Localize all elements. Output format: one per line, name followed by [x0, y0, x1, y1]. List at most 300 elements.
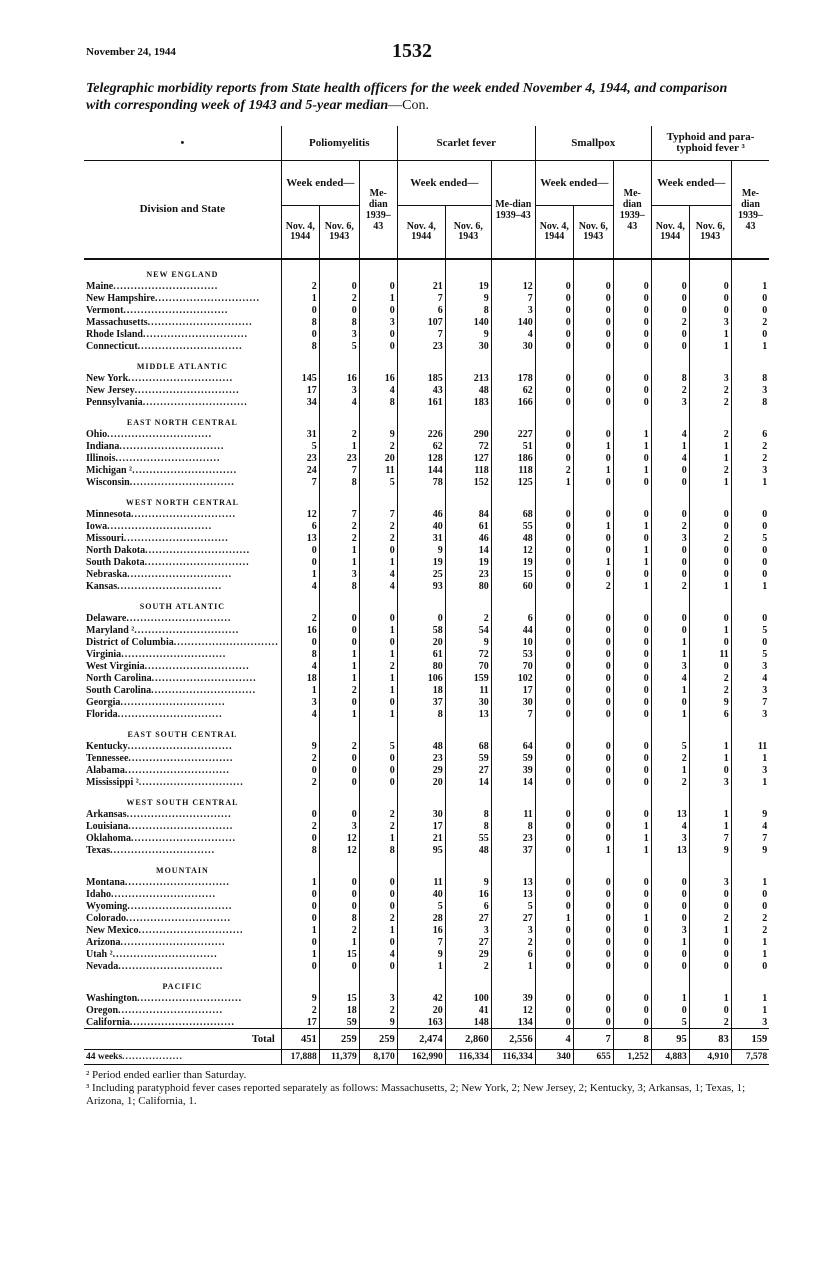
spacer-cell [319, 488, 359, 508]
state-name-cell [84, 464, 281, 476]
state-name-cell [84, 992, 281, 1004]
value-cell: 1 [731, 992, 769, 1004]
state-name-cell [84, 452, 281, 464]
state-name: Colorado [86, 912, 126, 924]
spacer-cell [535, 408, 573, 428]
table-row [84, 340, 769, 352]
value-cell: 1 [689, 580, 731, 592]
table-row [84, 304, 769, 316]
table-row [84, 888, 769, 900]
spacer-cell [613, 408, 651, 428]
value-cell: 0 [689, 888, 731, 900]
value-cell: 1 [535, 912, 573, 924]
value-cell: 0 [573, 396, 613, 408]
value-cell: 12 [281, 508, 319, 520]
value-cell: 1 [731, 752, 769, 764]
table-row [84, 832, 769, 844]
state-name: Montana [86, 876, 125, 888]
value-cell: 0 [535, 428, 573, 440]
value-cell: 0 [651, 696, 689, 708]
value-cell: 2 [535, 464, 573, 476]
value-cell: 0 [651, 624, 689, 636]
spacer-cell [731, 352, 769, 372]
table-row [84, 900, 769, 912]
leader-dots: .............................. [145, 544, 251, 556]
value-cell: 0 [651, 876, 689, 888]
value-cell: 3 [319, 328, 359, 340]
spacer-cell [689, 408, 731, 428]
leader-dots: .............................. [154, 292, 260, 304]
value-cell: 0 [281, 764, 319, 776]
state-name-cell [84, 660, 281, 672]
value-cell: 0 [359, 544, 397, 556]
value-cell: 0 [613, 396, 651, 408]
value-cell: 40 [397, 520, 445, 532]
table-row [84, 764, 769, 776]
spacer-cell [689, 788, 731, 808]
value-cell: 0 [319, 696, 359, 708]
value-cell: 0 [731, 960, 769, 972]
week-ended-header: Week ended— [397, 161, 491, 206]
date-header-1944: Nov. 4, 1944 [281, 206, 319, 260]
value-cell: 4 [359, 384, 397, 396]
leader-dots: .............................. [113, 280, 219, 292]
value-cell: 1 [319, 936, 359, 948]
median-header: Me-dian 1939–43 [491, 161, 535, 260]
spacer-cell [613, 488, 651, 508]
value-cell: 1 [319, 660, 359, 672]
weeks-44-cell: 162,990 [397, 1050, 445, 1065]
value-cell: 30 [445, 340, 491, 352]
region-row [84, 972, 769, 992]
spacer-cell [613, 788, 651, 808]
value-cell: 1 [613, 832, 651, 844]
value-cell: 0 [535, 764, 573, 776]
value-cell: 1 [613, 556, 651, 568]
table-row [84, 532, 769, 544]
spacer-cell [319, 720, 359, 740]
value-cell: 43 [397, 384, 445, 396]
value-cell: 23 [281, 452, 319, 464]
value-cell: 0 [689, 520, 731, 532]
value-cell: 17 [281, 384, 319, 396]
weeks-44-cell: 4,883 [651, 1050, 689, 1065]
value-cell: 0 [281, 960, 319, 972]
value-cell: 9 [689, 696, 731, 708]
value-cell: 61 [445, 520, 491, 532]
table-row [84, 948, 769, 960]
leader-dots: .............................. [126, 808, 232, 820]
state-name: Delaware [86, 612, 127, 624]
spacer-cell [281, 352, 319, 372]
value-cell: 0 [535, 820, 573, 832]
weeks-44-cell: 4,910 [689, 1050, 731, 1065]
value-cell: 2 [359, 820, 397, 832]
value-cell: 9 [445, 636, 491, 648]
value-cell: 20 [397, 636, 445, 648]
value-cell: 0 [535, 832, 573, 844]
weeks-44-row [84, 1050, 769, 1065]
value-cell: 0 [319, 776, 359, 788]
value-cell: 0 [281, 936, 319, 948]
state-name-cell [84, 696, 281, 708]
value-cell: 1 [319, 648, 359, 660]
total-cell: 2,474 [397, 1029, 445, 1050]
state-name-cell [84, 900, 281, 912]
state-name: Washington [86, 992, 138, 1004]
value-cell: 102 [491, 672, 535, 684]
value-cell: 0 [613, 636, 651, 648]
value-cell: 11 [397, 876, 445, 888]
value-cell: 6 [689, 708, 731, 720]
table-row [84, 876, 769, 888]
value-cell: 0 [613, 476, 651, 488]
value-cell: 185 [397, 372, 445, 384]
spacer-cell [491, 259, 535, 280]
value-cell: 0 [359, 888, 397, 900]
value-cell: 11 [731, 740, 769, 752]
value-cell: 3 [731, 684, 769, 696]
value-cell: 3 [651, 832, 689, 844]
table-row [84, 452, 769, 464]
value-cell: 48 [491, 532, 535, 544]
value-cell: 28 [397, 912, 445, 924]
leader-dots: .............................. [127, 740, 233, 752]
value-cell: 0 [535, 1004, 573, 1016]
value-cell: 0 [651, 464, 689, 476]
weeks-44-cell: 116,334 [445, 1050, 491, 1065]
value-cell: 1 [319, 544, 359, 556]
value-cell: 0 [689, 280, 731, 292]
value-cell: 12 [319, 844, 359, 856]
value-cell: 80 [397, 660, 445, 672]
value-cell: 0 [535, 396, 573, 408]
value-cell: 0 [731, 544, 769, 556]
value-cell: 3 [445, 924, 491, 936]
value-cell: 30 [445, 696, 491, 708]
value-cell: 23 [397, 752, 445, 764]
table-row [84, 428, 769, 440]
value-cell: 2 [281, 820, 319, 832]
value-cell: 0 [613, 1004, 651, 1016]
value-cell: 21 [397, 832, 445, 844]
value-cell: 1 [731, 876, 769, 888]
spacer-cell [445, 856, 491, 876]
value-cell: 0 [281, 808, 319, 820]
state-name-cell [84, 740, 281, 752]
value-cell: 8 [319, 316, 359, 328]
value-cell: 70 [491, 660, 535, 672]
value-cell: 2 [689, 672, 731, 684]
leader-dots: .............................. [112, 948, 218, 960]
value-cell: 4 [651, 452, 689, 464]
value-cell: 1 [689, 340, 731, 352]
value-cell: 0 [281, 636, 319, 648]
value-cell: 37 [491, 844, 535, 856]
value-cell: 0 [535, 452, 573, 464]
value-cell: 0 [535, 544, 573, 556]
value-cell: 0 [731, 520, 769, 532]
value-cell: 0 [535, 876, 573, 888]
value-cell: 0 [613, 776, 651, 788]
state-name-cell [84, 304, 281, 316]
state-name-cell [84, 948, 281, 960]
leader-dots: .............................. [142, 328, 248, 340]
value-cell: 0 [281, 556, 319, 568]
value-cell: 0 [613, 624, 651, 636]
value-cell: 2 [689, 396, 731, 408]
value-cell: 72 [445, 440, 491, 452]
value-cell: 4 [491, 328, 535, 340]
value-cell: 0 [535, 708, 573, 720]
value-cell: 25 [397, 568, 445, 580]
value-cell: 2 [651, 384, 689, 396]
spacer-cell [731, 788, 769, 808]
value-cell: 1 [613, 912, 651, 924]
leader-dots: .............................. [107, 428, 213, 440]
value-cell: 0 [573, 532, 613, 544]
total-cell: 2,860 [445, 1029, 491, 1050]
state-name: Utah ² [86, 948, 113, 960]
value-cell: 48 [445, 384, 491, 396]
spacer-cell [397, 488, 445, 508]
region-label: WEST SOUTH CENTRAL [126, 798, 239, 807]
value-cell: 1 [651, 636, 689, 648]
value-cell: 53 [491, 648, 535, 660]
date-header-1944: Nov. 4, 1944 [535, 206, 573, 260]
state-name: Nevada [86, 960, 119, 972]
value-cell: 23 [319, 452, 359, 464]
spacer-cell [445, 352, 491, 372]
value-cell: 0 [689, 936, 731, 948]
value-cell: 3 [359, 316, 397, 328]
value-cell: 106 [397, 672, 445, 684]
value-cell: 0 [281, 832, 319, 844]
bullet-mark: • [84, 126, 281, 161]
table-row [84, 708, 769, 720]
state-name-cell [84, 316, 281, 328]
state-name: Alabama [86, 764, 125, 776]
value-cell: 1 [281, 876, 319, 888]
value-cell: 140 [445, 316, 491, 328]
value-cell: 1 [731, 340, 769, 352]
value-cell: 0 [535, 684, 573, 696]
spacer-cell [491, 856, 535, 876]
value-cell: 5 [651, 740, 689, 752]
value-cell: 12 [491, 1004, 535, 1016]
leader-dots: .............................. [118, 960, 224, 972]
value-cell: 1 [319, 440, 359, 452]
leader-dots: .............................. [131, 508, 236, 520]
total-cell: 159 [731, 1029, 769, 1050]
value-cell: 0 [613, 764, 651, 776]
state-name: Kentucky [86, 740, 128, 752]
leader-dots: .............................. [124, 764, 230, 776]
value-cell: 0 [689, 636, 731, 648]
value-cell: 17 [281, 1016, 319, 1029]
value-cell: 0 [689, 568, 731, 580]
value-cell: 0 [535, 900, 573, 912]
value-cell: 14 [445, 544, 491, 556]
state-name: Kansas [86, 580, 118, 592]
total-cell: 4 [535, 1029, 573, 1050]
value-cell: 0 [359, 900, 397, 912]
table-row [84, 556, 769, 568]
value-cell: 0 [689, 292, 731, 304]
spacer-cell [535, 592, 573, 612]
value-cell: 18 [319, 1004, 359, 1016]
value-cell: 17 [397, 820, 445, 832]
value-cell: 8 [731, 372, 769, 384]
state-name: New Hampshire [86, 292, 155, 304]
value-cell: 161 [397, 396, 445, 408]
total-row [84, 1029, 769, 1050]
table-row [84, 476, 769, 488]
value-cell: 2 [651, 520, 689, 532]
value-cell: 0 [689, 612, 731, 624]
value-cell: 7 [731, 696, 769, 708]
value-cell: 1 [281, 948, 319, 960]
total-cell: 95 [651, 1029, 689, 1050]
value-cell: 0 [731, 636, 769, 648]
value-cell: 0 [613, 568, 651, 580]
spacer-cell [397, 788, 445, 808]
value-cell: 5 [281, 440, 319, 452]
leader-dots: .............................. [147, 316, 253, 328]
spacer-cell [319, 972, 359, 992]
leader-dots: .............................. [118, 1004, 224, 1016]
value-cell: 9 [731, 808, 769, 820]
value-cell: 178 [491, 372, 535, 384]
value-cell: 0 [535, 672, 573, 684]
region-label: PACIFIC [162, 982, 203, 991]
value-cell: 1 [689, 740, 731, 752]
spacer-cell [281, 720, 319, 740]
value-cell: 0 [651, 1004, 689, 1016]
value-cell: 4 [651, 820, 689, 832]
state-name-cell [84, 776, 281, 788]
table-row [84, 292, 769, 304]
value-cell: 0 [535, 948, 573, 960]
spacer-cell [573, 408, 613, 428]
leader-dots: .............................. [137, 340, 243, 352]
value-cell: 0 [573, 948, 613, 960]
value-cell: 1 [359, 648, 397, 660]
value-cell: 93 [397, 580, 445, 592]
spacer-cell [359, 408, 397, 428]
week-ended-header: Week ended— [281, 161, 359, 206]
spacer-cell [651, 352, 689, 372]
value-cell: 2 [281, 1004, 319, 1016]
spacer-cell [359, 856, 397, 876]
state-name: Idaho [86, 888, 112, 900]
spacer-cell [651, 856, 689, 876]
value-cell: 95 [397, 844, 445, 856]
value-cell: 61 [397, 648, 445, 660]
spacer-cell [613, 720, 651, 740]
value-cell: 0 [535, 316, 573, 328]
value-cell: 0 [573, 912, 613, 924]
value-cell: 3 [491, 924, 535, 936]
footnote-3: ³ Including paratyphoid fever cases reported separately as follows: Massachusetts, 2; New York, 2; New Jersey, 2; Kentucky, 3; Arkansas, 1; Texas, 1; Arizona, 1; California, 1. [86, 1082, 746, 1107]
value-cell: 0 [535, 660, 573, 672]
value-cell: 1 [535, 476, 573, 488]
spacer-cell [359, 788, 397, 808]
value-cell: 2 [731, 912, 769, 924]
value-cell: 0 [651, 612, 689, 624]
weeks-44-cell: 1,252 [613, 1050, 651, 1065]
region-label: MIDDLE ATLANTIC [136, 362, 228, 371]
region-row [84, 488, 769, 508]
value-cell: 0 [573, 508, 613, 520]
state-name-cell [84, 672, 281, 684]
value-cell: 8 [651, 372, 689, 384]
spacer-cell [281, 856, 319, 876]
value-cell: 5 [359, 476, 397, 488]
state-name: West Virginia [86, 660, 145, 672]
value-cell: 48 [445, 844, 491, 856]
value-cell: 18 [281, 672, 319, 684]
leader-dots: .............................. [115, 452, 221, 464]
value-cell: 2 [445, 960, 491, 972]
value-cell: 1 [613, 820, 651, 832]
value-cell: 3 [731, 1016, 769, 1029]
value-cell: 0 [359, 764, 397, 776]
state-name: Indiana [86, 440, 120, 452]
value-cell: 0 [319, 900, 359, 912]
value-cell: 1 [731, 580, 769, 592]
state-name-cell [84, 636, 281, 648]
value-cell: 0 [613, 648, 651, 660]
leader-dots: .............................. [110, 844, 216, 856]
value-cell: 0 [535, 304, 573, 316]
spacer-cell [359, 259, 397, 280]
spacer-cell [651, 720, 689, 740]
week-ended-header: Week ended— [651, 161, 731, 206]
value-cell: 0 [689, 960, 731, 972]
value-cell: 144 [397, 464, 445, 476]
state-name: Mississippi ² [86, 776, 139, 788]
leader-dots: .............................. [137, 992, 243, 1004]
value-cell: 1 [573, 440, 613, 452]
value-cell: 0 [731, 568, 769, 580]
spacer-cell [359, 488, 397, 508]
state-name-cell [84, 960, 281, 972]
value-cell: 3 [689, 776, 731, 788]
value-cell: 1 [613, 844, 651, 856]
spacer-cell [359, 720, 397, 740]
value-cell: 125 [491, 476, 535, 488]
state-name: Arizona [86, 936, 121, 948]
value-cell: 27 [445, 764, 491, 776]
table-row [84, 544, 769, 556]
table-row [84, 372, 769, 384]
value-cell: 4 [319, 396, 359, 408]
value-cell: 0 [613, 660, 651, 672]
value-cell: 34 [281, 396, 319, 408]
value-cell: 4 [281, 708, 319, 720]
page-header [80, 40, 740, 70]
value-cell: 12 [491, 544, 535, 556]
value-cell: 19 [445, 556, 491, 568]
spacer-cell [445, 408, 491, 428]
footnote-2: ² Period ended earlier than Saturday. [86, 1069, 247, 1081]
value-cell: 1 [319, 708, 359, 720]
spacer-cell [445, 788, 491, 808]
date-header-1944: Nov. 4, 1944 [651, 206, 689, 260]
value-cell: 226 [397, 428, 445, 440]
value-cell: 2 [359, 440, 397, 452]
